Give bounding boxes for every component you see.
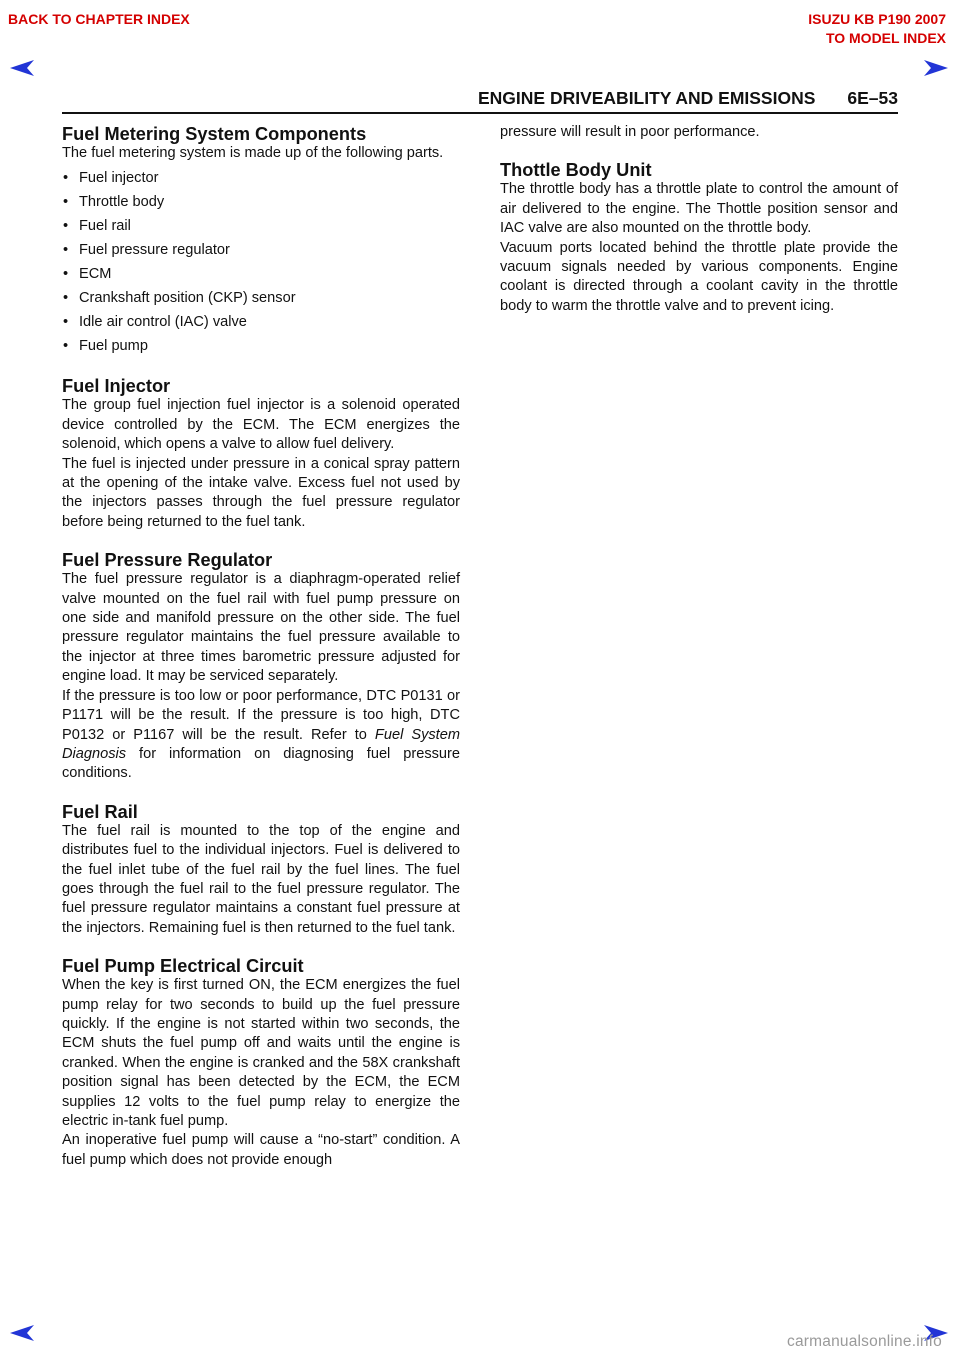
- list-item: • Fuel injector: [63, 170, 159, 187]
- pump-paragraph-2: An inoperative fuel pump will cause a “no-start” condition. A fuel pump which does not provide enough: [62, 1132, 460, 1168]
- fuel-system-diagnosis-reference: Fuel System Diagnosis: [62, 726, 460, 762]
- back-to-chapter-index-link[interactable]: BACK TO CHAPTER INDEX: [8, 11, 190, 27]
- regulator-heading: Fuel Pressure Regulator: [62, 550, 273, 571]
- model-title: ISUZU KB P190 2007: [808, 11, 946, 27]
- left-column: [62, 124, 460, 1170]
- throttle-heading: Thottle Body Unit: [500, 160, 652, 181]
- rail-heading: Fuel Rail: [62, 801, 138, 822]
- injector-paragraph-2: The fuel is injected under pressure in a conical spray pattern at the opening of the intake valve. Excess fuel not used by the injectors passes through the fuel pressure regulator before being returned to the fuel tank.: [62, 455, 460, 530]
- rail-paragraph: The fuel rail is mounted to the top of the engine and distributes fuel to the individual injectors. Fuel is delivered to the fuel inlet tube of the fuel rail by the fuel lines. The fuel goes through the fuel rail to the fuel pressure regulator. The fuel pressure regulator maintains a constant fuel pressure at the injectors. Remaining fuel is then returned to the fuel tank.: [62, 822, 460, 936]
- components-heading: Fuel Metering System Components: [62, 124, 367, 144]
- regulator-paragraph-2: If the pressure is too low or poor performance, DTC P0131 or P1171 will be the result. If the pressure is too high, DTC P0132 or P1167 will be the result. Refer to Fuel System Diagnosis for information on diagnosing fuel pressure conditions.: [62, 687, 460, 782]
- pump-heading: Fuel Pump Electrical Circuit: [62, 956, 304, 977]
- watermark: carmanualsonline.info: [787, 1333, 942, 1350]
- list-item: • Throttle body: [63, 194, 165, 211]
- pump-paragraph-1: When the key is first turned ON, the ECM energizes the fuel pump relay for two seconds to build up the fuel pressure quickly. If the engine is not started within two seconds, the ECM shuts the fuel pump off and waits until the engine is cranked. When the engine is cranked and the 58X crankshaft position signal has been detected by the ECM, the ECM supplies 12 volts to the fuel pump relay to energize the electric in-tank fuel pump.: [62, 977, 460, 1129]
- previous-page-arrow-icon[interactable]: [8, 58, 38, 78]
- page-number: 6E–53: [847, 88, 898, 108]
- running-header: [62, 88, 898, 114]
- components-list: [62, 166, 460, 358]
- injector-heading: Fuel Injector: [62, 376, 171, 397]
- previous-page-arrow-icon-bottom[interactable]: [8, 1323, 38, 1343]
- list-item: • ECM: [63, 266, 112, 283]
- components-intro: The fuel metering system is made up of the following parts.: [62, 145, 444, 161]
- injector-paragraph-1: The group fuel injection fuel injector is a solenoid operated device controlled by the ECM. The ECM energizes the solenoid, which opens a valve to allow fuel delivery.: [62, 397, 460, 453]
- list-item: • Fuel pressure regulator: [63, 242, 230, 259]
- list-item: • Fuel rail: [63, 218, 131, 235]
- right-column: [500, 123, 898, 316]
- list-item: • Fuel pump: [63, 338, 148, 355]
- throttle-paragraph-2: Vacuum ports located behind the throttle plate provide the vacuum signals needed by various components. Engine coolant is directed through a coolant cavity in the throttle body to warm the throttle valve and to prevent icing.: [500, 239, 898, 314]
- next-page-arrow-icon[interactable]: [920, 58, 950, 78]
- regulator-paragraph-1: The fuel pressure regulator is a diaphragm-operated relief valve mounted on the fuel rail with fuel pump pressure on one side and manifold pressure on the other side. The fuel pressure regulator maintains the fuel pressure available to the injector at three times barometric pressure adjusted for engine load. It may be serviced separately.: [62, 571, 460, 685]
- list-item: • Idle air control (IAC) valve: [63, 314, 247, 331]
- pump-continuation: pressure will result in poor performance.: [500, 124, 760, 140]
- section-title: ENGINE DRIVEABILITY AND EMISSIONS: [477, 88, 816, 108]
- list-item: • Crankshaft position (CKP) sensor: [63, 290, 296, 307]
- to-model-index-link[interactable]: TO MODEL INDEX: [825, 30, 946, 46]
- throttle-paragraph-1: The throttle body has a throttle plate to control the amount of air delivered to the engine. The Thottle position sensor and IAC valve are also mounted on the throttle body.: [500, 181, 898, 237]
